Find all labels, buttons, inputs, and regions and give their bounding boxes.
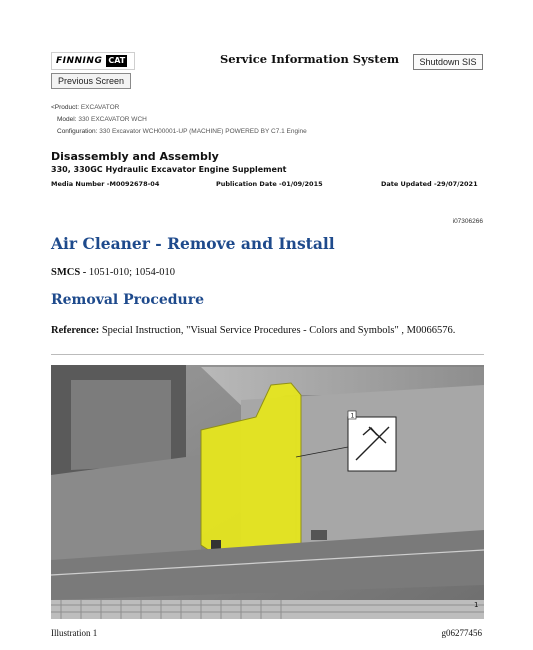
system-title: Service Information System bbox=[220, 52, 400, 66]
cab-seat-area bbox=[71, 380, 171, 470]
illustration-caption: Illustration 1 bbox=[51, 628, 98, 638]
media-number: Media Number -M0092678-04 bbox=[51, 180, 160, 188]
illustration-drawing bbox=[51, 355, 484, 619]
reference-line bbox=[51, 325, 491, 336]
model-label: Model: bbox=[57, 116, 77, 123]
procedure-title: Removal Procedure bbox=[51, 292, 205, 308]
reference-text: Special Instruction, "Visual Service Procedures - Colors and Symbols" , M0066576. bbox=[101, 325, 456, 336]
document-subtitle: 330, 330GC Hydraulic Excavator Engine Supplement bbox=[51, 165, 287, 174]
document-id: i07306266 bbox=[452, 218, 483, 225]
finning-cat-logo bbox=[51, 52, 135, 70]
cat-logo-badge: CAT bbox=[108, 56, 126, 65]
finning-logo-text: FINNING bbox=[56, 56, 103, 66]
smcs-value: 1051-010; 1054-010 bbox=[88, 267, 175, 278]
smcs-line bbox=[51, 267, 175, 278]
date-updated: Date Updated -29/07/2021 bbox=[381, 180, 478, 188]
publication-date: Publication Date -01/09/2015 bbox=[216, 180, 323, 188]
model-value: 330 EXCAVATOR WCH bbox=[78, 116, 147, 123]
configuration-line bbox=[57, 128, 307, 135]
page-title: Air Cleaner - Remove and Install bbox=[51, 234, 335, 253]
illustration bbox=[51, 354, 484, 619]
product-value[interactable]: EXCAVATOR bbox=[80, 104, 120, 111]
previous-screen-button[interactable]: Previous Screen bbox=[51, 73, 131, 89]
smcs-label: SMCS - bbox=[51, 267, 87, 278]
product-label: <Product: bbox=[51, 104, 80, 111]
shutdown-sis-button[interactable]: Shutdown SIS bbox=[413, 54, 483, 70]
section-title: Disassembly and Assembly bbox=[51, 150, 219, 163]
track-pattern bbox=[51, 600, 484, 619]
configuration-value: 330 Excavator WCH00001-UP (MACHINE) POWERED BY C7.1 Engine bbox=[99, 128, 307, 135]
product-line bbox=[51, 104, 119, 111]
reference-label: Reference: bbox=[51, 325, 100, 336]
model-line bbox=[57, 116, 147, 123]
configuration-label: Configuration: bbox=[57, 128, 98, 135]
illustration-corner-number: 1 bbox=[474, 601, 479, 609]
door-handle bbox=[311, 530, 327, 540]
figure-id: g06277456 bbox=[441, 628, 482, 638]
callout-number: 1 bbox=[350, 412, 355, 420]
